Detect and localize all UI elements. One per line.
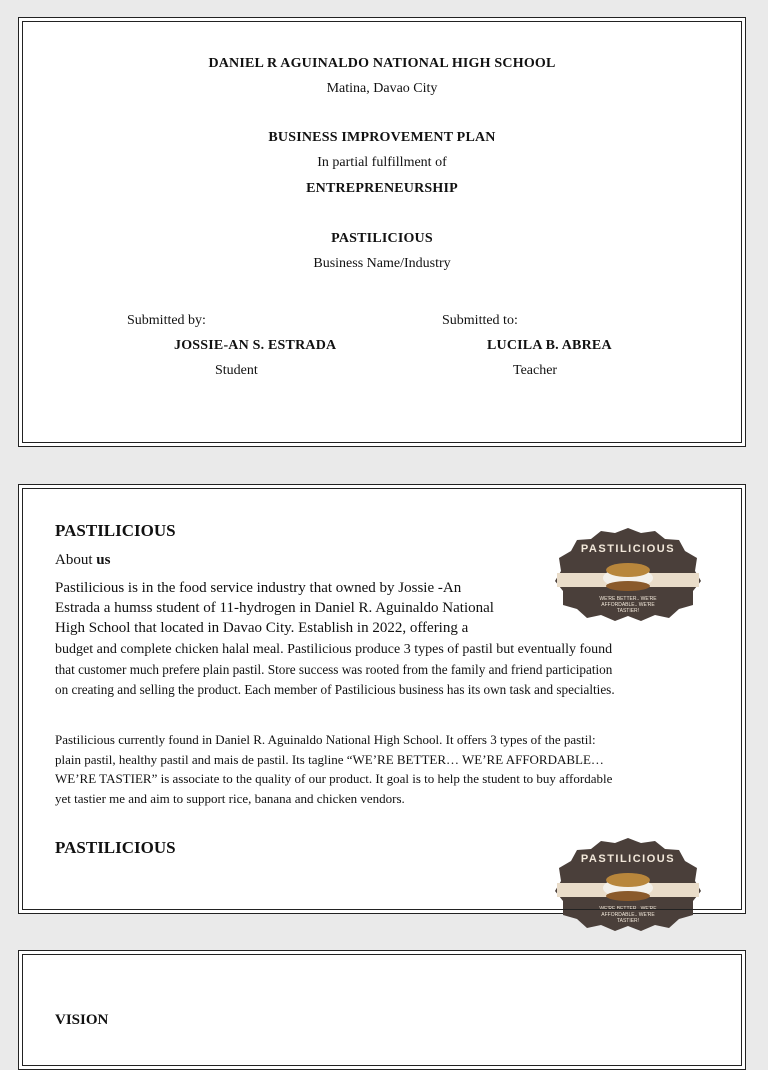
paragraph-line: WE’RE TASTIER” is associate to the quality of our product. It goal is to help the student to buy affordable [55,771,613,786]
school-name: DANIEL R AGUINALDO NATIONAL HIGH SCHOOL [208,56,556,71]
about-heading: PASTILICIOUS [55,521,176,540]
submitted-to-label: Submitted to: [442,313,518,328]
pastilicious-logo [555,525,701,621]
logo-tagline: WE'RE BETTER.. WE'RE [599,596,657,602]
paragraph-line: Estrada a humss student of 11-hydrogen in Daniel R. Aguinaldo National [55,600,494,616]
about-paragraph-wrapped [55,578,494,638]
paragraph-line: on creating and selling the product. Each member of Pastilicious business has its own task and specialties. [55,682,615,697]
about-us-label: About us [55,552,111,568]
cover-page [18,17,746,447]
paragraph-line: Pastilicious is in the food service industry that owned by Jossie -An [55,580,462,596]
about-paragraph-rest [55,640,715,700]
paragraph-line: that customer much prefere plain pastil. Store success was rooted from the family and friend participation [55,662,613,677]
about-page [18,484,746,924]
subject-name: ENTREPRENEURSHIP [306,181,458,196]
location-paragraph [55,730,715,808]
vision-heading: VISION [55,1012,109,1028]
pastilicious-logo-2 [555,835,701,931]
logo-brand-text: PASTILICIOUS [580,543,676,555]
document-title: BUSINESS IMPROVEMENT PLAN [268,130,496,145]
submitted-to-name: LUCILA B. ABREA [487,338,612,353]
submitted-to-role: Teacher [513,363,558,378]
business-caption: Business Name/Industry [313,256,451,271]
logo-tagline: TASTIER! [616,608,640,614]
school-location: Matina, Davao City [326,81,438,96]
logo-tagline: WE'RE BETTER.. WE'RE [599,906,657,912]
paragraph-line: plain pastil, healthy pastil and mais de pastil. Its tagline “WE’RE BETTER… WE’RE AFFORDABLE… [55,751,604,767]
submitted-by-role: Student [215,363,258,378]
logo-tagline: TASTIER! [616,918,640,924]
vision-page [18,950,746,1070]
logo-tagline: AFFORDABLE.. WE'RE [601,912,655,918]
submitted-by-label: Submitted by: [127,313,206,328]
paragraph-line: budget and complete chicken halal meal. Pastilicious produce 3 types of pastil but eventually found [55,642,613,657]
submitted-by-name: JOSSIE-AN S. ESTRADA [174,338,337,353]
paragraph-line: Pastilicious currently found in Daniel R. Aguinaldo National High School. It offers 3 types of the pastil: [55,732,596,747]
paragraph-line: High School that located in Davao City. Establish in 2022, offering a [55,620,469,636]
fulfillment-text: In partial fulfillment of [317,155,447,170]
business-name: PASTILICIOUS [331,231,433,246]
logo-brand-text: PASTILICIOUS [580,853,676,865]
logo-tagline: AFFORDABLE.. WE'RE [601,602,655,608]
paragraph-line: yet tastier me and aim to support rice, banana and chicken vendors. [55,790,405,806]
pastilicious-heading-2: PASTILICIOUS [55,838,176,857]
